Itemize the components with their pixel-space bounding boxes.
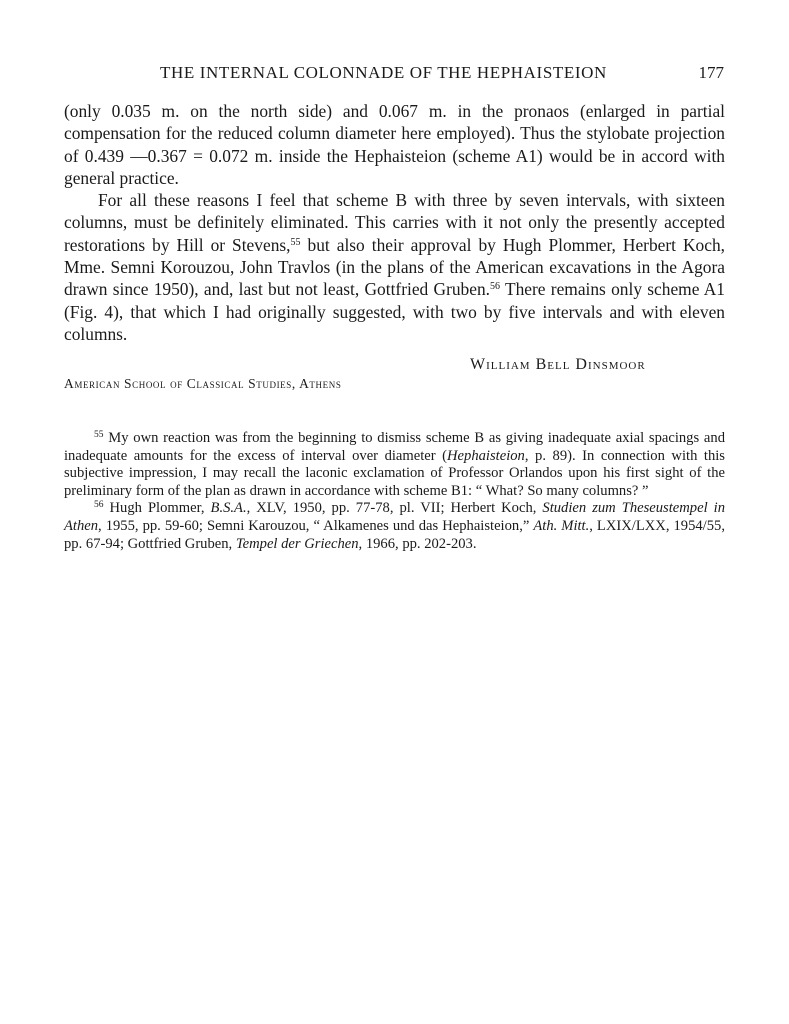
footnote-text: , 1955, pp. 59-60; Semni Karouzou, “ Alkamenes und das Hephaisteion,” [98, 517, 534, 534]
footnote-text: , LXIX/LXX, 1954/55, pp. 67-94; Gottfried Gruben, [64, 517, 725, 552]
footnote-italic-title: Hephaisteion [447, 447, 525, 464]
running-title: THE INTERNAL COLONNADE OF THE HEPHAISTEION [160, 63, 607, 82]
author-signature: William Bell Dinsmoor [470, 356, 646, 373]
page-number: 177 [698, 63, 724, 82]
body-text [64, 100, 725, 345]
footnote-ref-55: 55 [290, 236, 301, 248]
footnote-55 [64, 430, 725, 500]
paragraph-2-part-a: For all these reasons I feel that scheme B with three by seven intervals, with sixteen columns, must be definitely eliminated. This carries with it not only the presently accepted restorations by Hill or Stevens, [64, 190, 725, 255]
author-affiliation: American School of Classical Studies, Athens [64, 376, 342, 391]
footnote-italic-title: B.S.A. [210, 500, 247, 517]
footnote-text: , XLV, 1950, pp. 77-78, pl. VII; Herbert Koch, [246, 500, 543, 517]
footnotes [64, 430, 725, 553]
footnote-56 [64, 500, 725, 553]
paragraph-1: (only 0.035 m. on the north side) and 0.067 m. in the pronaos (enlarged in partial compensation for the reduced column diameter here employed). Thus the stylobate projection of 0.439 —0.367 = 0.072 m. inside the Hephaisteion (scheme A1) would be in accord with general practice. [64, 101, 725, 188]
footnote-number: 55 [94, 430, 104, 440]
footnote-text: , p. 89). In connection with this subjective impression, I may recall the laconic exclamation of Professor Orlandos upon his first sight of the preliminary form of the plan as drawn in accordance with scheme B1: “ What? So many columns? ” [64, 447, 725, 499]
footnote-number: 56 [94, 500, 104, 511]
paragraph-2-part-c: There remains only scheme A1 (Fig. 4), that which I had originally suggested, with two by five intervals and with eleven columns. [64, 279, 725, 344]
footnote-italic-title: Studien zum Theseustempel in Athen [64, 500, 725, 534]
footnote-ref-56: 56 [490, 281, 501, 293]
footnote-text: My own reaction was from the beginning to dismiss scheme B as giving inadequate axial spacings and inadequate amounts for the excess of interval over diameter ( [64, 430, 725, 464]
footnote-italic-title: Tempel der Griechen [235, 535, 359, 552]
paragraph-2 [64, 189, 725, 345]
running-head [64, 63, 724, 87]
paragraph-2-part-b: but also their approval by Hugh Plommer, Herbert Koch, Mme. Semni Korouzou, John Travlos (in the plans of the American excavations in the Agora drawn since 1950), and, last but not least, Gottfried Gruben. [64, 234, 726, 300]
footnote-italic-title: Ath. Mitt. [533, 517, 590, 534]
footnote-text: Hugh Plommer, [103, 500, 211, 517]
footnote-text: , 1966, pp. 202-203. [358, 535, 477, 552]
